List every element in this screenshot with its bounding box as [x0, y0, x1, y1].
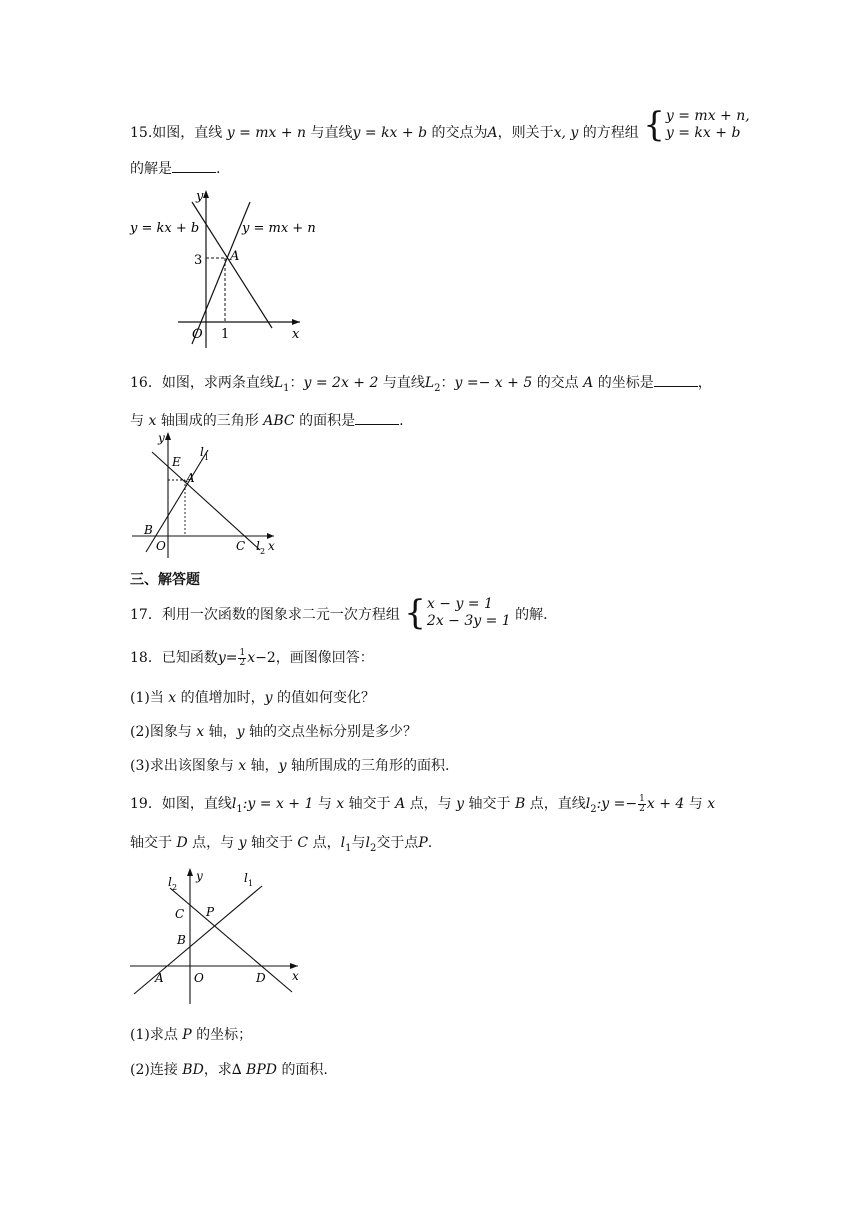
- svg-text:1: 1: [221, 327, 230, 342]
- q15-equation-system: { y = mx + n, y = kx + b: [643, 105, 750, 145]
- q15-answer-blank: [172, 158, 216, 173]
- svg-text:y: y: [158, 431, 165, 445]
- q19-fraction: $\frac{1}{2}$: [639, 793, 645, 814]
- section-title: 三、解答题: [130, 572, 200, 588]
- q15-figure: [128, 188, 328, 348]
- svg-text:y: y: [196, 869, 203, 883]
- svg-text:l: l: [244, 871, 248, 885]
- svg-text:x: x: [268, 539, 275, 553]
- svg-text:C: C: [236, 539, 246, 553]
- svg-text:O: O: [192, 327, 203, 342]
- q16-answer-blank-2: [355, 410, 399, 425]
- svg-text:B: B: [144, 523, 153, 537]
- svg-text:1: 1: [248, 879, 254, 888]
- q16-figure: [128, 430, 288, 560]
- q18-fraction: $\frac{1}{2}$: [239, 647, 246, 668]
- svg-text:l: l: [200, 445, 204, 459]
- svg-text:O: O: [156, 539, 166, 553]
- svg-text:C: C: [175, 907, 185, 921]
- svg-text:A: A: [186, 471, 195, 485]
- q18-line: 18．已知函数y= $\frac{1}{2}$ x−2，画图像回答：: [130, 647, 374, 668]
- svg-text:A: A: [230, 249, 240, 264]
- q19-figure: [128, 866, 308, 1006]
- q18-part1: (1)当 x 的值增加时，y 的值如何变化？: [130, 690, 376, 706]
- q16-line2: 与 x 轴围成的三角形 ABC 的面积是 .: [130, 410, 404, 430]
- q17-line: 17．利用一次函数的图象求二元一次方程组 { x − y = 1 2x − 3y = 1 的解.: [130, 593, 548, 633]
- svg-text:y: y: [196, 189, 204, 204]
- q18-part2: (2)图象与 x 轴，y 轴的交点坐标分别是多少？: [130, 724, 418, 740]
- svg-text:y = mx + n: y = mx + n: [242, 221, 316, 236]
- svg-text:P: P: [206, 905, 215, 919]
- q15-line2: 的解是 .: [130, 158, 220, 178]
- svg-text:A: A: [155, 971, 164, 985]
- svg-text:O: O: [194, 971, 204, 985]
- svg-text:l: l: [256, 539, 260, 553]
- q19-part1: (1)求点 P 的坐标；: [130, 1027, 253, 1043]
- q19-line1: 19．如图，直线$l_1:y = x + 1$ 与 x 轴交于 A 点，与 y 轴交于 B 点，直线$l_2:y$ =− $\frac{1}{2}$ x + 4 与 x: [130, 793, 716, 815]
- svg-text:3: 3: [194, 253, 203, 268]
- q19-line-l2: [170, 888, 292, 992]
- svg-text:D: D: [256, 971, 266, 985]
- q16-line1: 16．如图，求两条直线$L_1$：y = 2x + 2 与直线$L_2$：y =− x + 5 的交点 A 的坐标是 ，: [130, 372, 712, 394]
- svg-text:x: x: [292, 969, 299, 983]
- q19-part2: (2)连接 BD，求∆ BPD 的面积.: [130, 1062, 328, 1078]
- q15-line1: 15.如图，直线 y = mx + n 与直线y = kx + b 的交点为A，则关于x, y 的方程组 { y = mx + n, y = kx + b: [130, 105, 750, 145]
- q17-equation-system: { x − y = 1 2x − 3y = 1: [404, 593, 511, 633]
- q19-line2: 轴交于 D 点，与 y 轴交于 C 点，$l_1$与$l_2$交于点P.: [130, 835, 433, 854]
- svg-text:B: B: [177, 933, 186, 947]
- svg-text:x: x: [292, 327, 300, 342]
- svg-text:1: 1: [204, 453, 210, 462]
- svg-text:E: E: [172, 455, 181, 469]
- svg-text:l: l: [168, 875, 172, 889]
- svg-text:y = kx + b: y = kx + b: [130, 221, 200, 236]
- svg-text:2: 2: [260, 547, 266, 556]
- q18-part3: (3)求出该图象与 x 轴，y 轴所围成的三角形的面积.: [130, 758, 450, 774]
- svg-text:2: 2: [172, 883, 178, 892]
- q16-answer-blank-1: [654, 372, 698, 387]
